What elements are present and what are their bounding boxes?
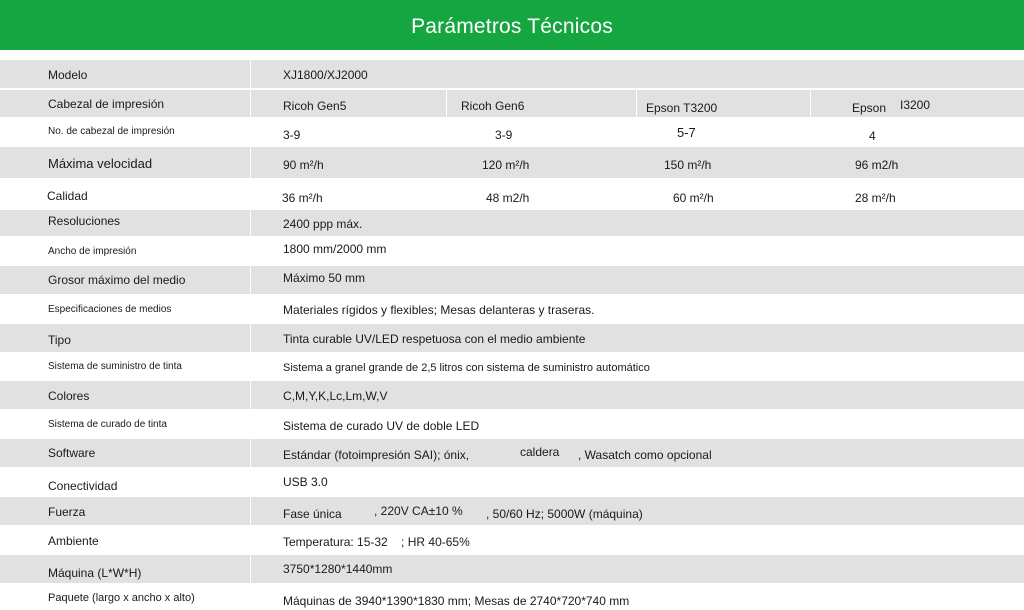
row-value-3: Epson T3200 bbox=[646, 101, 718, 115]
table-row-especificaciones bbox=[0, 295, 1024, 323]
row-label: Fuerza bbox=[48, 505, 86, 519]
row-value: Sistema de curado UV de doble LED bbox=[283, 419, 480, 433]
row-label: Ancho de impresión bbox=[48, 246, 137, 257]
row-label: Calidad bbox=[47, 189, 88, 203]
row-label: Especificaciones de medios bbox=[48, 304, 172, 315]
table-row-conectividad bbox=[0, 468, 1024, 496]
table-row-maquina bbox=[0, 555, 1024, 583]
row-value-4: 96 m2/h bbox=[855, 158, 899, 172]
row-label: Máxima velocidad bbox=[48, 156, 153, 171]
row-label: Grosor máximo del medio bbox=[48, 273, 186, 287]
row-value: Sistema a granel grande de 2,5 litros con sistema de suministro automático bbox=[283, 362, 650, 374]
row-value: 2400 ppp máx. bbox=[283, 217, 363, 231]
row-value-4: 4 bbox=[869, 129, 876, 143]
row-value-2: 3-9 bbox=[495, 128, 513, 142]
row-value-2: Ricoh Gen6 bbox=[461, 99, 525, 113]
row-value-part1: Fase única bbox=[283, 507, 342, 521]
row-value-4: 28 m²/h bbox=[855, 191, 896, 205]
row-label: Resoluciones bbox=[48, 214, 121, 228]
table-row-ancho bbox=[0, 237, 1024, 265]
row-value: USB 3.0 bbox=[283, 475, 328, 489]
table-row-ambiente bbox=[0, 526, 1024, 554]
table-row-software bbox=[0, 439, 1024, 467]
table-row-num-cabezal bbox=[0, 117, 1024, 146]
row-value: Temperatura: 15-32 ; HR 40-65% bbox=[283, 535, 470, 549]
row-value-1: 36 m²/h bbox=[282, 191, 323, 205]
row-value: Materiales rígidos y flexibles; Mesas delanteras y traseras. bbox=[283, 303, 595, 317]
row-value: 3750*1280*1440mm bbox=[283, 562, 393, 576]
row-value: Tinta curable UV/LED respetuosa con el medio ambiente bbox=[283, 332, 586, 346]
row-value-4b: I3200 bbox=[900, 98, 931, 112]
title-bar bbox=[0, 0, 1024, 50]
row-value-1: 3-9 bbox=[283, 128, 301, 142]
row-label: Ambiente bbox=[48, 534, 99, 548]
table-row-suministro bbox=[0, 353, 1024, 380]
row-value-part2: , 220V CA±10 % bbox=[374, 504, 463, 518]
table-row-fuerza bbox=[0, 497, 1024, 525]
table-row-cabezal bbox=[0, 90, 1024, 117]
row-label: Máquina (L*W*H) bbox=[48, 566, 142, 580]
row-value: Máximo 50 mm bbox=[283, 271, 366, 285]
row-label: Sistema de suministro de tinta bbox=[48, 361, 182, 372]
table-row-grosor bbox=[0, 266, 1024, 294]
row-value-3: 5-7 bbox=[677, 125, 696, 140]
row-label: No. de cabezal de impresión bbox=[48, 126, 175, 137]
row-label: Conectividad bbox=[48, 479, 118, 493]
table-row-velocidad bbox=[0, 147, 1024, 178]
row-value-2: 48 m2/h bbox=[486, 191, 530, 205]
row-label: Cabezal de impresión bbox=[48, 97, 165, 111]
table-row-colores bbox=[0, 381, 1024, 409]
row-value: XJ1800/XJ2000 bbox=[283, 68, 368, 82]
row-label: Modelo bbox=[48, 68, 88, 82]
row-value-part2: caldera bbox=[520, 445, 560, 459]
row-label: Tipo bbox=[48, 333, 71, 347]
table-row-paquete bbox=[0, 584, 1024, 610]
row-value-3: 150 m²/h bbox=[664, 158, 712, 172]
table-row-calidad bbox=[0, 179, 1024, 209]
row-label: Sistema de curado de tinta bbox=[48, 419, 167, 430]
row-value-part3: , Wasatch como opcional bbox=[578, 448, 712, 462]
row-value: Máquinas de 3940*1390*1830 mm; Mesas de 2740*720*740 mm bbox=[283, 594, 630, 608]
row-value-part3: , 50/60 Hz; 5000W (máquina) bbox=[486, 507, 643, 521]
row-label: Paquete (largo x ancho x alto) bbox=[48, 592, 195, 604]
row-value-2: 120 m²/h bbox=[482, 158, 530, 172]
table-row-tipo bbox=[0, 324, 1024, 352]
row-value-4: Epson bbox=[852, 101, 887, 115]
row-value: 1800 mm/2000 mm bbox=[283, 242, 387, 256]
row-value: C,M,Y,K,Lc,Lm,W,V bbox=[283, 389, 388, 403]
table-row-modelo bbox=[0, 60, 1024, 88]
row-value-1: Ricoh Gen5 bbox=[283, 99, 347, 113]
table-row-resoluciones bbox=[0, 210, 1024, 236]
row-value-part1: Estándar (fotoimpresión SAI); ónix, bbox=[283, 448, 470, 462]
table-row-curado bbox=[0, 410, 1024, 438]
row-value-1: 90 m²/h bbox=[283, 158, 324, 172]
row-value-3: 60 m²/h bbox=[673, 191, 714, 205]
row-label: Colores bbox=[48, 389, 90, 403]
page-title: Parámetros Técnicos bbox=[411, 15, 613, 38]
row-label: Software bbox=[48, 446, 96, 460]
